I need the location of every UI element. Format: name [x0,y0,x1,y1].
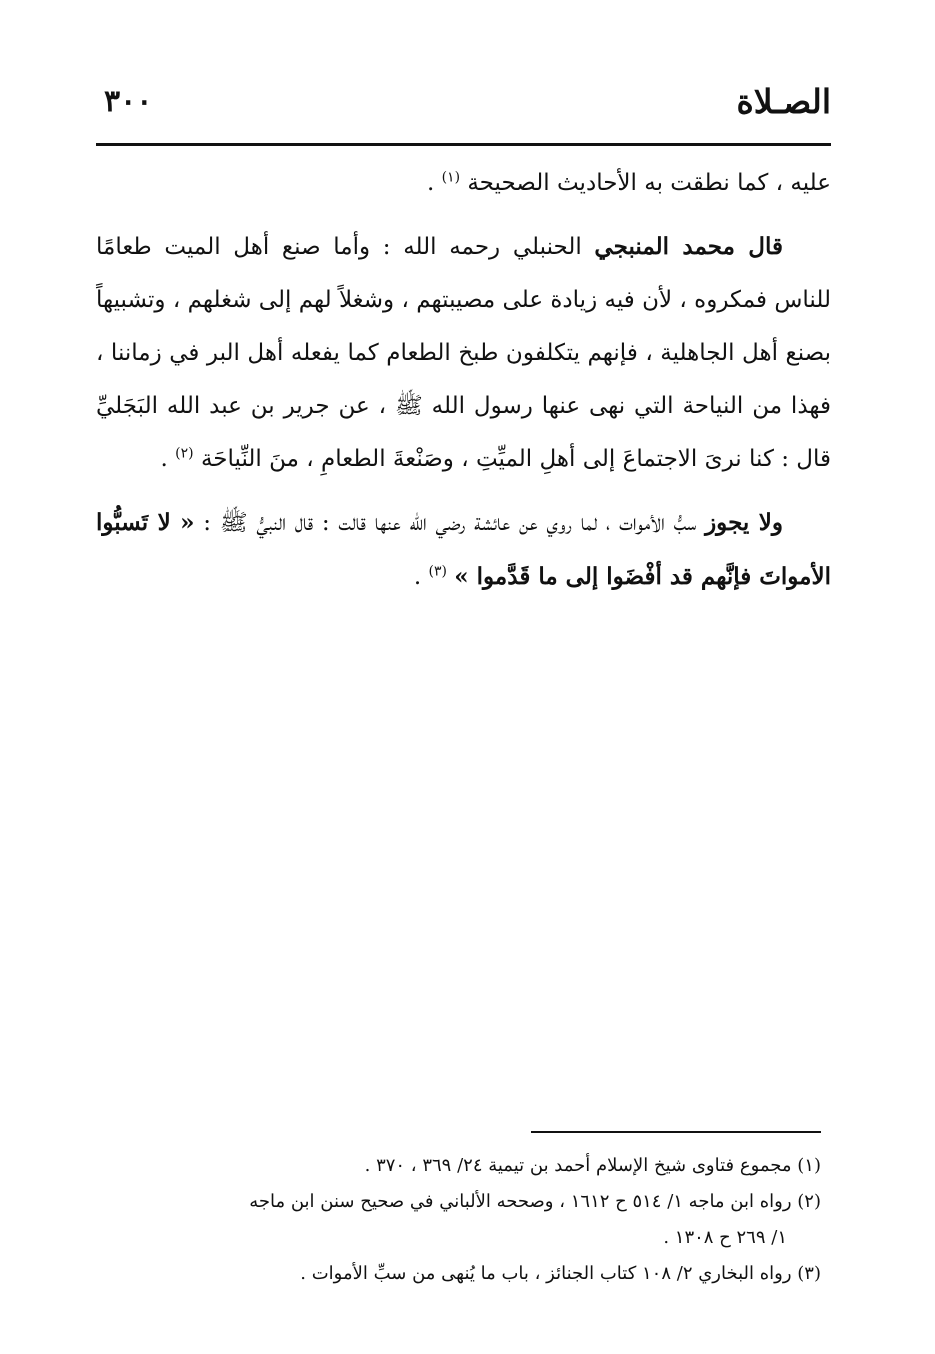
footnote-2: (٢) رواه ابن ماجه ١/ ٥١٤ ح ١٦١٢ ، وصححه الألباني في صحيح سنن ابن ماجه [249,1191,821,1212]
paragraph-1-text: عليه ، كما نطقت به الأحاديث الصحيحة [467,170,831,196]
footnote-ref-1: (١) [441,169,461,186]
footnote-rule [531,1131,821,1133]
paragraph-3-bold: ولا يجوز [705,509,783,536]
main-text [96,157,831,604]
paragraph-1-end: . [426,170,442,196]
footnote-3: (٣) رواه البخاري ٢/ ١٠٨ كتاب الجنائز ، باب ما يُنهى من سبِّ الأموات . [300,1263,821,1284]
paragraph-2-bold: قال محمد المنبجي [594,233,783,260]
paragraph-1 [96,157,831,210]
paragraph-2 [96,220,831,486]
header-rule [96,143,831,146]
footnote-2-continuation: ١/ ٢٦٩ ح ١٣٠٨ . [663,1227,787,1248]
paragraph-2-text: الحنبلي رحمه الله : وأما صنع أهل الميت طعامًا للناس فمكروه ، لأن فيه زيادة على مصيبتهم ، وشغلاً لهم إلى شغلهم ، وتشبيهاً بصنع أهل الجاهلية ، فإنهم يتكلفون طبخ الطعام كما يفعله أهل البر في زماننا ، فهذا من النياحة التي نهى عنها رسول الله ﷺ ، عن جرير بن عبد الله البَجَليِّ قال : كنا نرىَ الاجتماعَ إلى أهلِ الميِّتِ ، وصَنْعةَ الطعامِ ، منَ النِّياحَة [96,234,831,472]
paragraph-3 [96,496,831,604]
footnote-1: (١) مجموع فتاوى شيخ الإسلام أحمد بن تيمية ٢٤/ ٣٦٩ ، ٣٧٠ . [364,1155,821,1176]
hadith-quote: « لا تَسبُّوا الأمواتَ فإنَّهم قد أفْضَوا إلى ما قَدَّموا » [96,509,831,590]
page-number: ٣٠٠ [104,84,153,119]
paragraph-3-end: . [413,564,429,590]
footnote-ref-3: (٣) [428,563,447,580]
page-header [96,78,831,138]
paragraph-3-text: سبُّ الأموات ، لما روي عن عائشة رضي الله عنها قالت : قال النبيُّ ﷺ : [194,510,706,536]
footnotes [99,1148,821,1292]
paragraph-2-end: . [160,446,176,472]
footnote-ref-2: (٢) [175,445,194,462]
running-title: الصـلاة [736,82,831,121]
